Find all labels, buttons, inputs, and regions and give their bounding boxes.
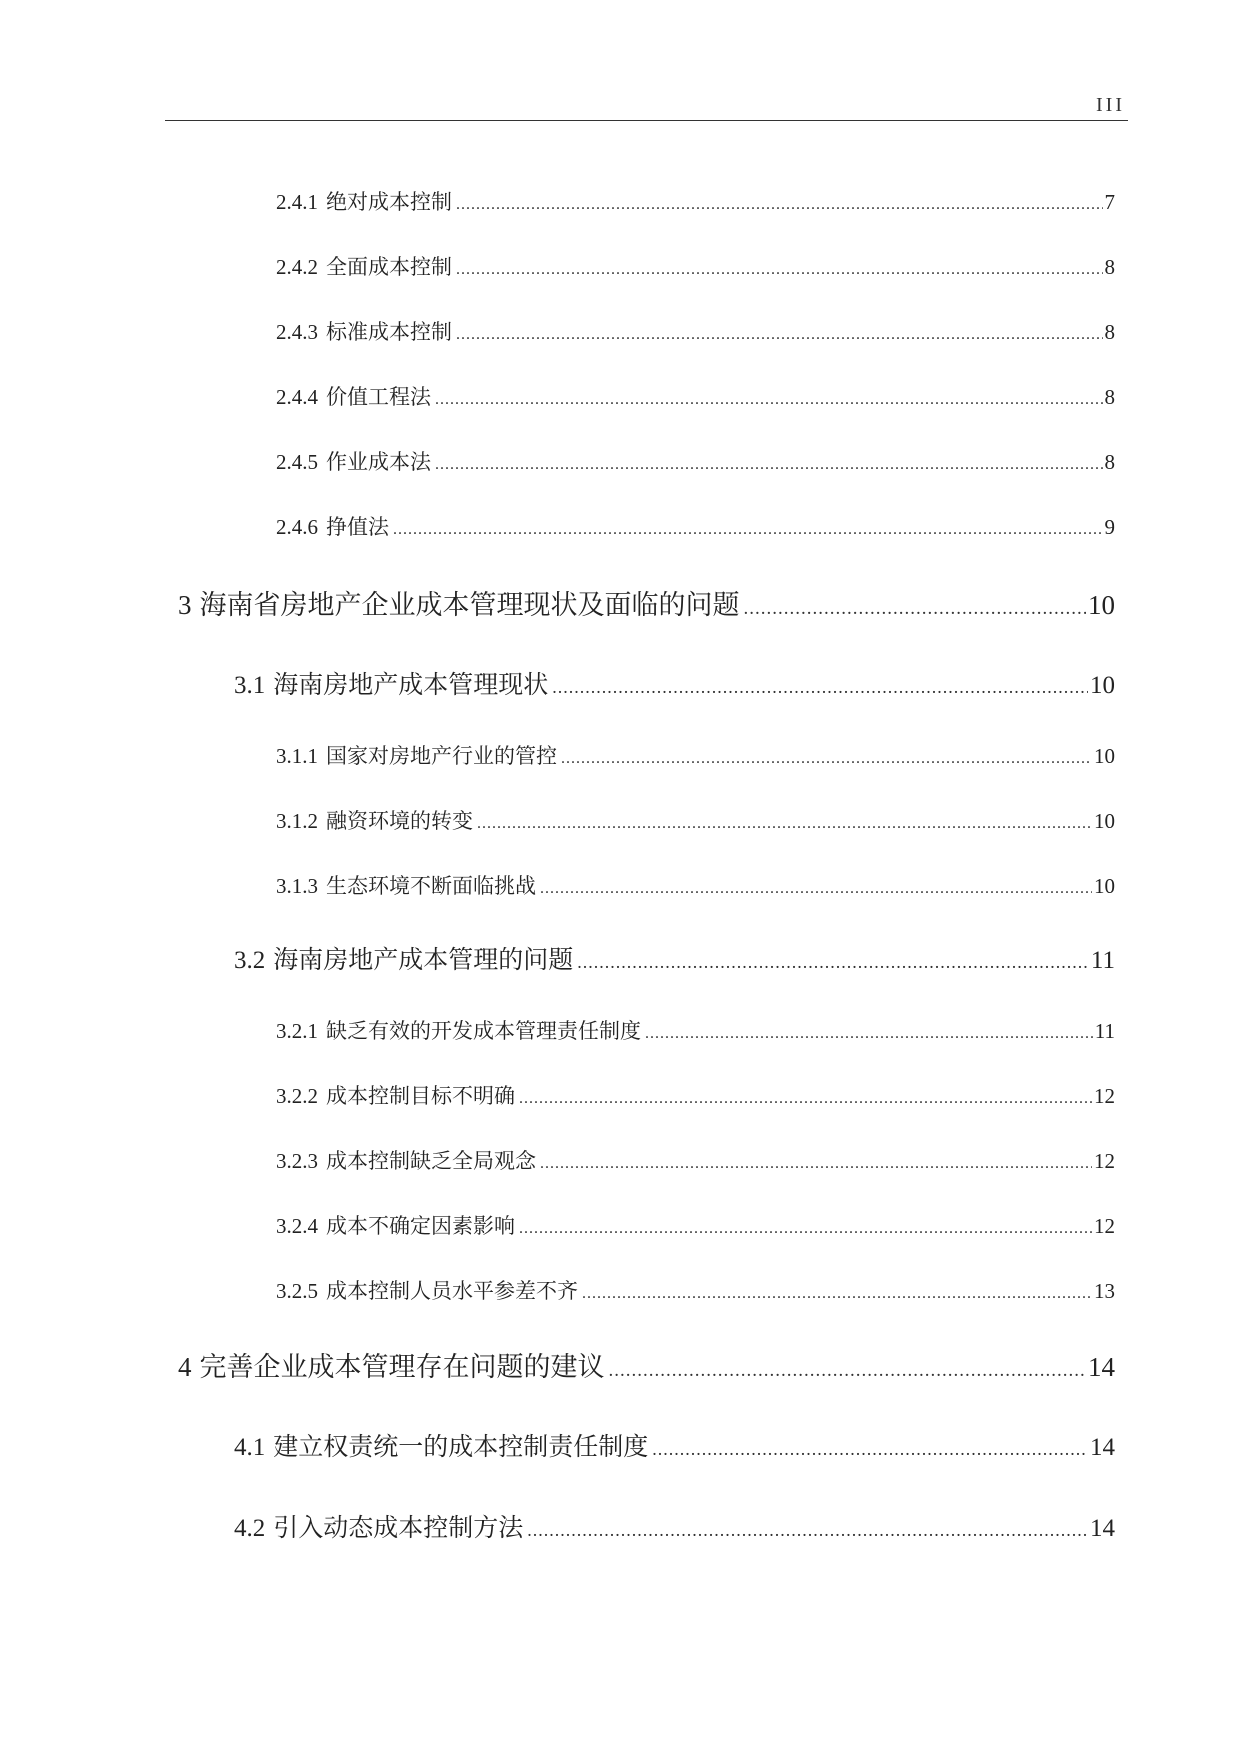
toc-leader-dots — [393, 521, 1103, 539]
toc-entry-title: 海南房地产成本管理的问题 — [273, 945, 574, 974]
toc-entry-page: 8 — [1104, 450, 1115, 474]
toc-entry-title: 海南省房地产企业成本管理现状及面临的问题 — [199, 590, 740, 621]
toc-entry-title: 作业成本法 — [326, 450, 431, 474]
toc-entry-number: 3.1.1 — [276, 744, 318, 768]
toc-entry-title: 成本控制目标不明确 — [326, 1084, 515, 1108]
toc-entry-4[interactable] — [178, 1345, 1115, 1384]
toc-entry-2-4-1[interactable] — [276, 186, 1115, 216]
toc-entry-number: 3.1.2 — [276, 809, 318, 833]
toc-entry-3-2-5[interactable] — [276, 1275, 1115, 1305]
toc-entry-3-1[interactable] — [234, 665, 1115, 701]
toc-entry-page: 10 — [1094, 874, 1115, 898]
toc-entry-page: 7 — [1104, 190, 1115, 214]
toc-entry-number: 2.4.5 — [276, 450, 318, 474]
toc-leader-dots — [435, 391, 1103, 409]
toc-leader-dots — [456, 326, 1103, 344]
toc-entry-page: 14 — [1090, 1434, 1115, 1461]
toc-entry-title: 成本控制人员水平参差不齐 — [326, 1279, 578, 1303]
toc-entry-4-2[interactable] — [234, 1508, 1115, 1544]
toc-entry-title: 挣值法 — [326, 515, 389, 539]
toc-leader-dots — [577, 952, 1089, 973]
toc-entry-number: 3.2 — [234, 947, 266, 974]
toc-entry-title: 标准成本控制 — [326, 320, 452, 344]
toc-entry-2-4-4[interactable] — [276, 381, 1115, 411]
toc-entry-number: 3.1 — [234, 672, 266, 699]
toc-entry-number: 4.1 — [234, 1434, 266, 1461]
toc-entry-title: 成本控制缺乏全局观念 — [326, 1149, 536, 1173]
toc-entry-number: 3.2.5 — [276, 1279, 318, 1303]
toc-leader-dots — [609, 1360, 1087, 1382]
toc-entry-2-4-3[interactable] — [276, 316, 1115, 346]
toc-entry-number: 2.4.2 — [276, 255, 318, 279]
toc-entry-title: 建立权责统一的成本控制责任制度 — [273, 1432, 649, 1461]
toc-entry-title: 缺乏有效的开发成本管理责任制度 — [326, 1019, 641, 1043]
toc-entry-page: 14 — [1090, 1515, 1115, 1542]
toc-entry-page: 12 — [1094, 1149, 1115, 1173]
toc-entry-3-2[interactable] — [234, 940, 1115, 976]
toc-entry-number: 2.4.6 — [276, 515, 318, 539]
toc-entry-title: 引入动态成本控制方法 — [273, 1513, 524, 1542]
toc-entry-number: 4.2 — [234, 1515, 266, 1542]
toc-leader-dots — [477, 815, 1092, 833]
page-number: III — [1096, 94, 1125, 116]
toc-leader-dots — [744, 598, 1087, 620]
toc-entry-title: 全面成本控制 — [326, 255, 452, 279]
toc-leader-dots — [540, 880, 1092, 898]
toc-entry-title: 绝对成本控制 — [326, 190, 452, 214]
toc-entry-page: 9 — [1104, 515, 1115, 539]
toc-entry-title: 完善企业成本管理存在问题的建议 — [199, 1352, 605, 1383]
toc-entry-title: 生态环境不断面临挑战 — [326, 874, 536, 898]
toc-entry-title: 价值工程法 — [326, 385, 431, 409]
toc-leader-dots — [435, 456, 1103, 474]
toc-entry-title: 融资环境的转变 — [326, 809, 473, 833]
toc-entry-page: 10 — [1094, 744, 1115, 768]
toc-entry-page: 12 — [1094, 1084, 1115, 1108]
toc-entry-title: 海南房地产成本管理现状 — [273, 670, 549, 699]
toc-entry-3-2-4[interactable] — [276, 1210, 1115, 1240]
toc-leader-dots — [519, 1090, 1092, 1108]
toc-entry-number: 2.4.3 — [276, 320, 318, 344]
toc-entry-page: 10 — [1094, 809, 1115, 833]
toc-leader-dots — [552, 677, 1088, 698]
toc-entry-page: 14 — [1088, 1352, 1115, 1382]
toc-entry-number: 4 — [178, 1352, 192, 1382]
toc-entry-title: 国家对房地产行业的管控 — [326, 744, 557, 768]
toc-leader-dots — [456, 196, 1103, 214]
toc-leader-dots — [519, 1220, 1092, 1238]
toc-leader-dots — [645, 1025, 1093, 1043]
toc-entry-2-4-2[interactable] — [276, 251, 1115, 281]
toc-entry-page: 8 — [1104, 255, 1115, 279]
toc-entry-4-1[interactable] — [234, 1427, 1115, 1463]
toc-entry-page: 12 — [1094, 1214, 1115, 1238]
toc-leader-dots — [527, 1520, 1088, 1541]
toc-entry-2-4-5[interactable] — [276, 446, 1115, 476]
toc-entry-number: 3.2.1 — [276, 1019, 318, 1043]
toc-entry-3-2-2[interactable] — [276, 1080, 1115, 1110]
toc-entry-number: 3.2.3 — [276, 1149, 318, 1173]
toc-entry-page: 10 — [1088, 590, 1115, 620]
toc-entry-page: 8 — [1104, 385, 1115, 409]
toc-entry-number: 3.2.2 — [276, 1084, 318, 1108]
toc-entry-3-1-2[interactable] — [276, 805, 1115, 835]
toc-entry-3-2-1[interactable] — [276, 1015, 1115, 1045]
toc-entry-number: 2.4.4 — [276, 385, 318, 409]
toc-entry-3[interactable] — [178, 583, 1115, 622]
toc-entry-number: 3.1.3 — [276, 874, 318, 898]
toc-leader-dots — [582, 1285, 1092, 1303]
toc-leader-dots — [561, 750, 1092, 768]
toc-entry-3-1-1[interactable] — [276, 740, 1115, 770]
toc-entry-number: 3 — [178, 590, 192, 620]
toc-leader-dots — [652, 1439, 1088, 1460]
toc-entry-page: 13 — [1094, 1279, 1115, 1303]
toc-leader-dots — [456, 261, 1103, 279]
toc-entry-number: 3.2.4 — [276, 1214, 318, 1238]
toc-entry-2-4-6[interactable] — [276, 511, 1115, 541]
toc-leader-dots — [540, 1155, 1092, 1173]
toc-entry-number: 2.4.1 — [276, 190, 318, 214]
toc-entry-page: 8 — [1104, 320, 1115, 344]
toc-entry-3-2-3[interactable] — [276, 1145, 1115, 1175]
toc-entry-page: 11 — [1090, 947, 1115, 974]
toc-entry-page: 11 — [1094, 1019, 1115, 1043]
toc-entry-3-1-3[interactable] — [276, 870, 1115, 900]
toc-entry-title: 成本不确定因素影响 — [326, 1214, 515, 1238]
toc-entry-page: 10 — [1090, 672, 1115, 699]
